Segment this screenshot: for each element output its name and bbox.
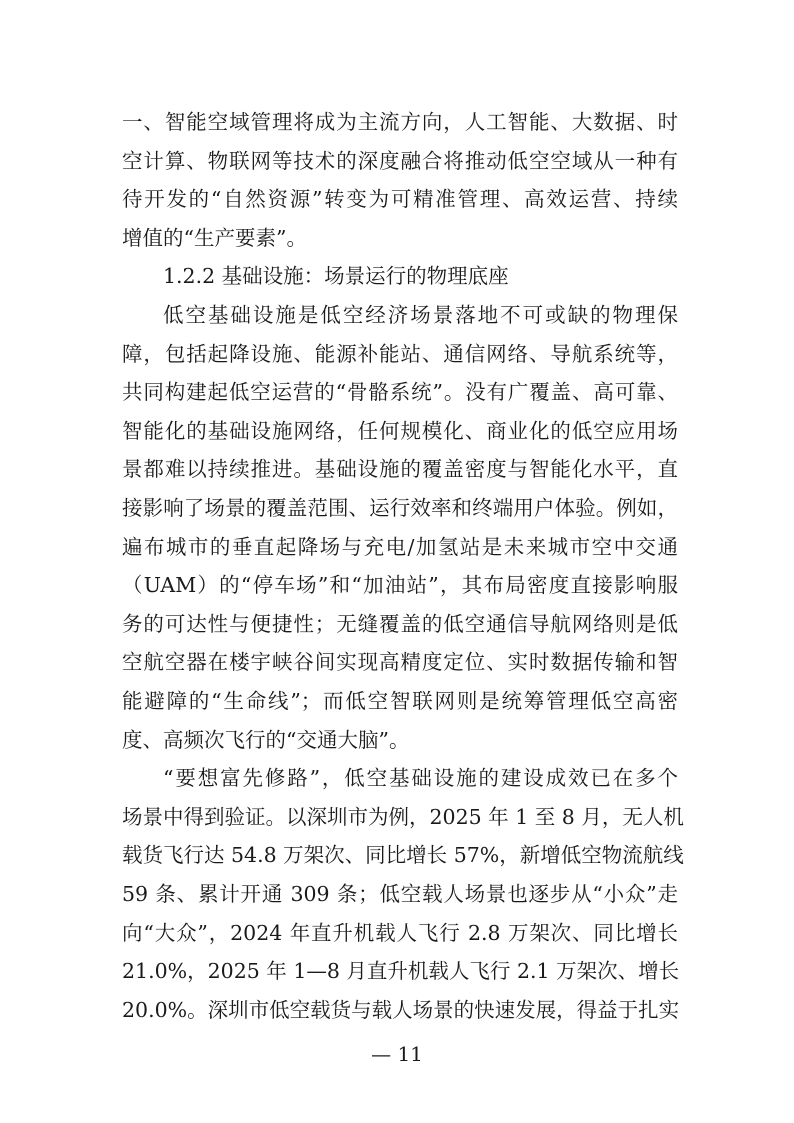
paragraph-2-line: （UAM）的“停车场”和“加油站”，其布局密度直接影响服 [122, 573, 678, 597]
paragraph-3-line: 场景中得到验证。以深圳市为例，2025 年 1 至 8 月，无人机 [122, 805, 684, 829]
paragraph-2-line: 低空基础设施是低空经济场景落地不可或缺的物理保 [163, 303, 678, 327]
paragraph-2-line: 遍布城市的垂直起降场与充电/加氢站是未来城市空中交通 [122, 535, 678, 559]
page-number: — 11 [371, 1042, 423, 1066]
paragraph-3-line: 59 条、累计开通 309 条；低空载人场景也逐步从“小众”走 [122, 882, 678, 906]
paragraph-2-line: 智能化的基础设施网络，任何规模化、商业化的低空应用场 [122, 419, 678, 443]
paragraph-2-line: 障，包括起降设施、能源补能站、通信网络、导航系统等， [122, 342, 678, 366]
paragraph-3-line: “要想富先修路”，低空基础设施的建设成效已在多个 [163, 766, 678, 790]
paragraph-1-line: 增值的“生产要素”。 [122, 226, 307, 250]
paragraph-2-line: 空航空器在楼宇峡谷间实现高精度定位、实时数据传输和智 [122, 650, 678, 674]
paragraph-3-line: 21.0%，2025 年 1—8 月直升机载人飞行 2.1 万架次、增长 [122, 959, 680, 983]
paragraph-2-line: 接影响了场景的覆盖范围、运行效率和终端用户体验。例如， [122, 496, 678, 520]
paragraph-2-line: 共同构建起低空运营的“骨骼系统”。没有广覆盖、高可靠、 [122, 380, 678, 404]
paragraph-2-line: 能避障的“生命线”；而低空智联网则是统筹管理低空高密 [122, 689, 678, 713]
paragraph-1-line: 待开发的“自然资源”转变为可精准管理、高效运营、持续 [122, 187, 678, 211]
paragraph-2-line: 务的可达性与便捷性；无缝覆盖的低空通信导航网络则是低 [122, 612, 678, 636]
paragraph-3-line: 20.0%。深圳市低空载货与载人场景的快速发展，得益于扎实 [122, 998, 680, 1022]
paragraph-3-line: 载货飞行达 54.8 万架次、同比增长 57%，新增低空物流航线 [122, 843, 684, 867]
paragraph-3-line: 向“大众”，2024 年直升机载人飞行 2.8 万架次、同比增长 [122, 921, 678, 945]
section-heading: 1.2.2 基础设施：场景运行的物理底座 [163, 264, 509, 288]
paragraph-1-line: 空计算、物联网等技术的深度融合将推动低空空域从一种有 [122, 149, 678, 173]
paragraph-1-line: 一、智能空域管理将成为主流方向，人工智能、大数据、时 [122, 110, 678, 134]
paragraph-2-line: 景都难以持续推进。基础设施的覆盖密度与智能化水平，直 [122, 457, 678, 481]
paragraph-2-line: 度、高频次飞行的“交通大脑”。 [122, 728, 410, 752]
